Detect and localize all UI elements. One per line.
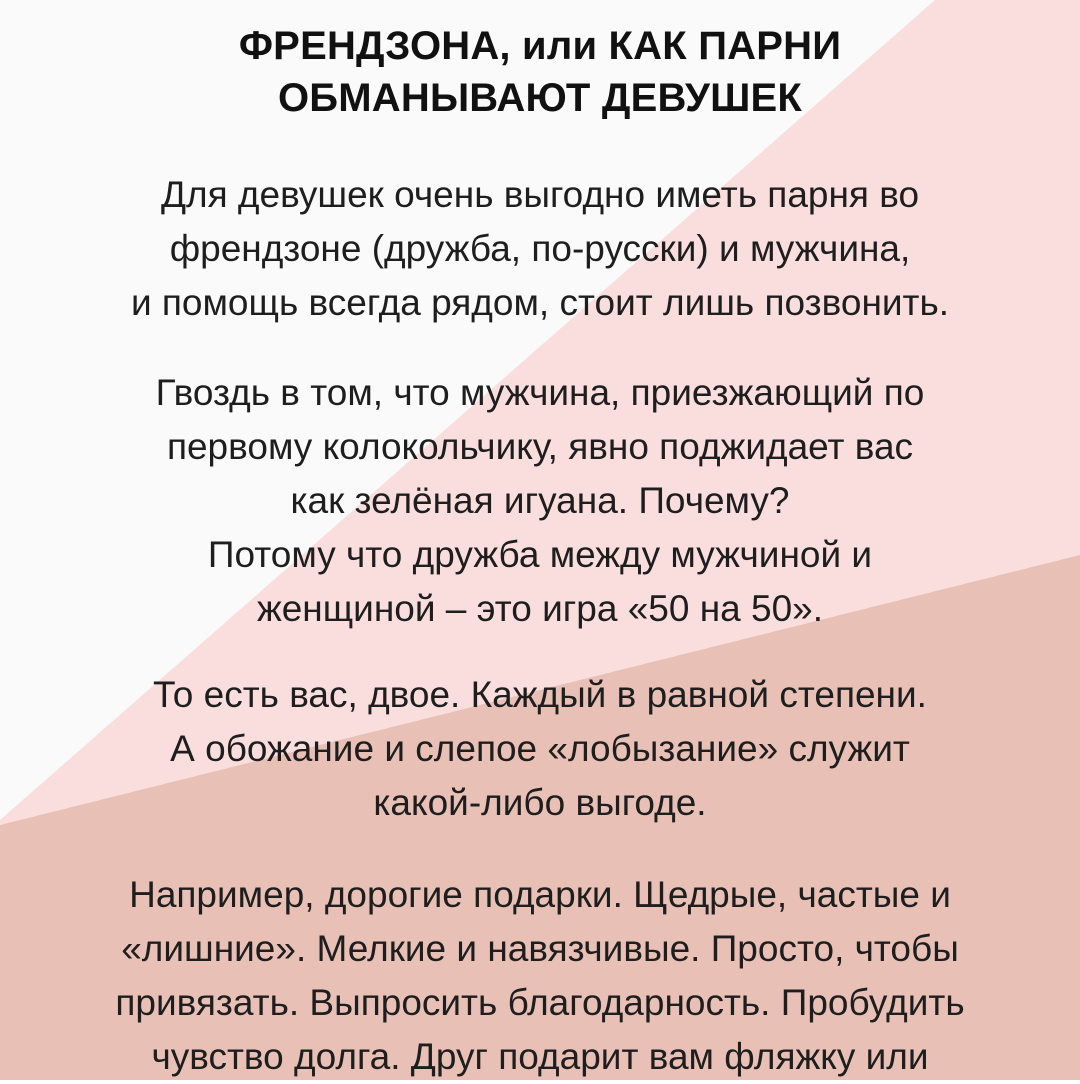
text-line: То есть вас, двое. Каждый в равной степени. xyxy=(153,674,927,715)
text-line: и помощь всегда рядом, стоит лишь позвонить. xyxy=(130,282,950,323)
post-title xyxy=(0,20,1080,124)
text-line: «лишние». Мелкие и навязчивые. Просто, чтобы xyxy=(121,928,959,969)
title-line: ОБМАНЫВАЮТ ДЕВУШЕК xyxy=(277,76,802,120)
text-line: женщиной – это игра «50 на 50». xyxy=(256,588,824,629)
text-line: Для девушек очень выгодно иметь парня во xyxy=(160,174,920,215)
text-line: А обожание и слепое «лобызание» служит xyxy=(170,728,910,769)
text-line: как зелёная игуана. Почему? xyxy=(290,480,790,521)
paragraph-1 xyxy=(0,168,1080,330)
text-line: привязать. Выпросить благодарность. Пробудить xyxy=(115,982,965,1023)
paragraph-2 xyxy=(0,366,1080,636)
text-line: первому колокольчику, явно поджидает вас xyxy=(166,426,914,467)
text-line: френдзоне (дружба, по-русски) и мужчина, xyxy=(169,228,911,269)
paragraph-4 xyxy=(0,868,1080,1084)
text-line: Гвоздь в том, что мужчина, приезжающий по xyxy=(155,372,925,413)
paragraph-3 xyxy=(0,668,1080,830)
title-line: ФРЕНДЗОНА, или КАК ПАРНИ xyxy=(238,24,842,68)
text-line: чувство долга. Друг подарит вам фляжку или xyxy=(151,1036,929,1077)
text-line: Потому что дружба между мужчиной и xyxy=(207,534,873,575)
text-line: какой-либо выгоде. xyxy=(373,782,707,823)
text-line: Например, дорогие подарки. Щедрые, частые и xyxy=(129,874,951,915)
